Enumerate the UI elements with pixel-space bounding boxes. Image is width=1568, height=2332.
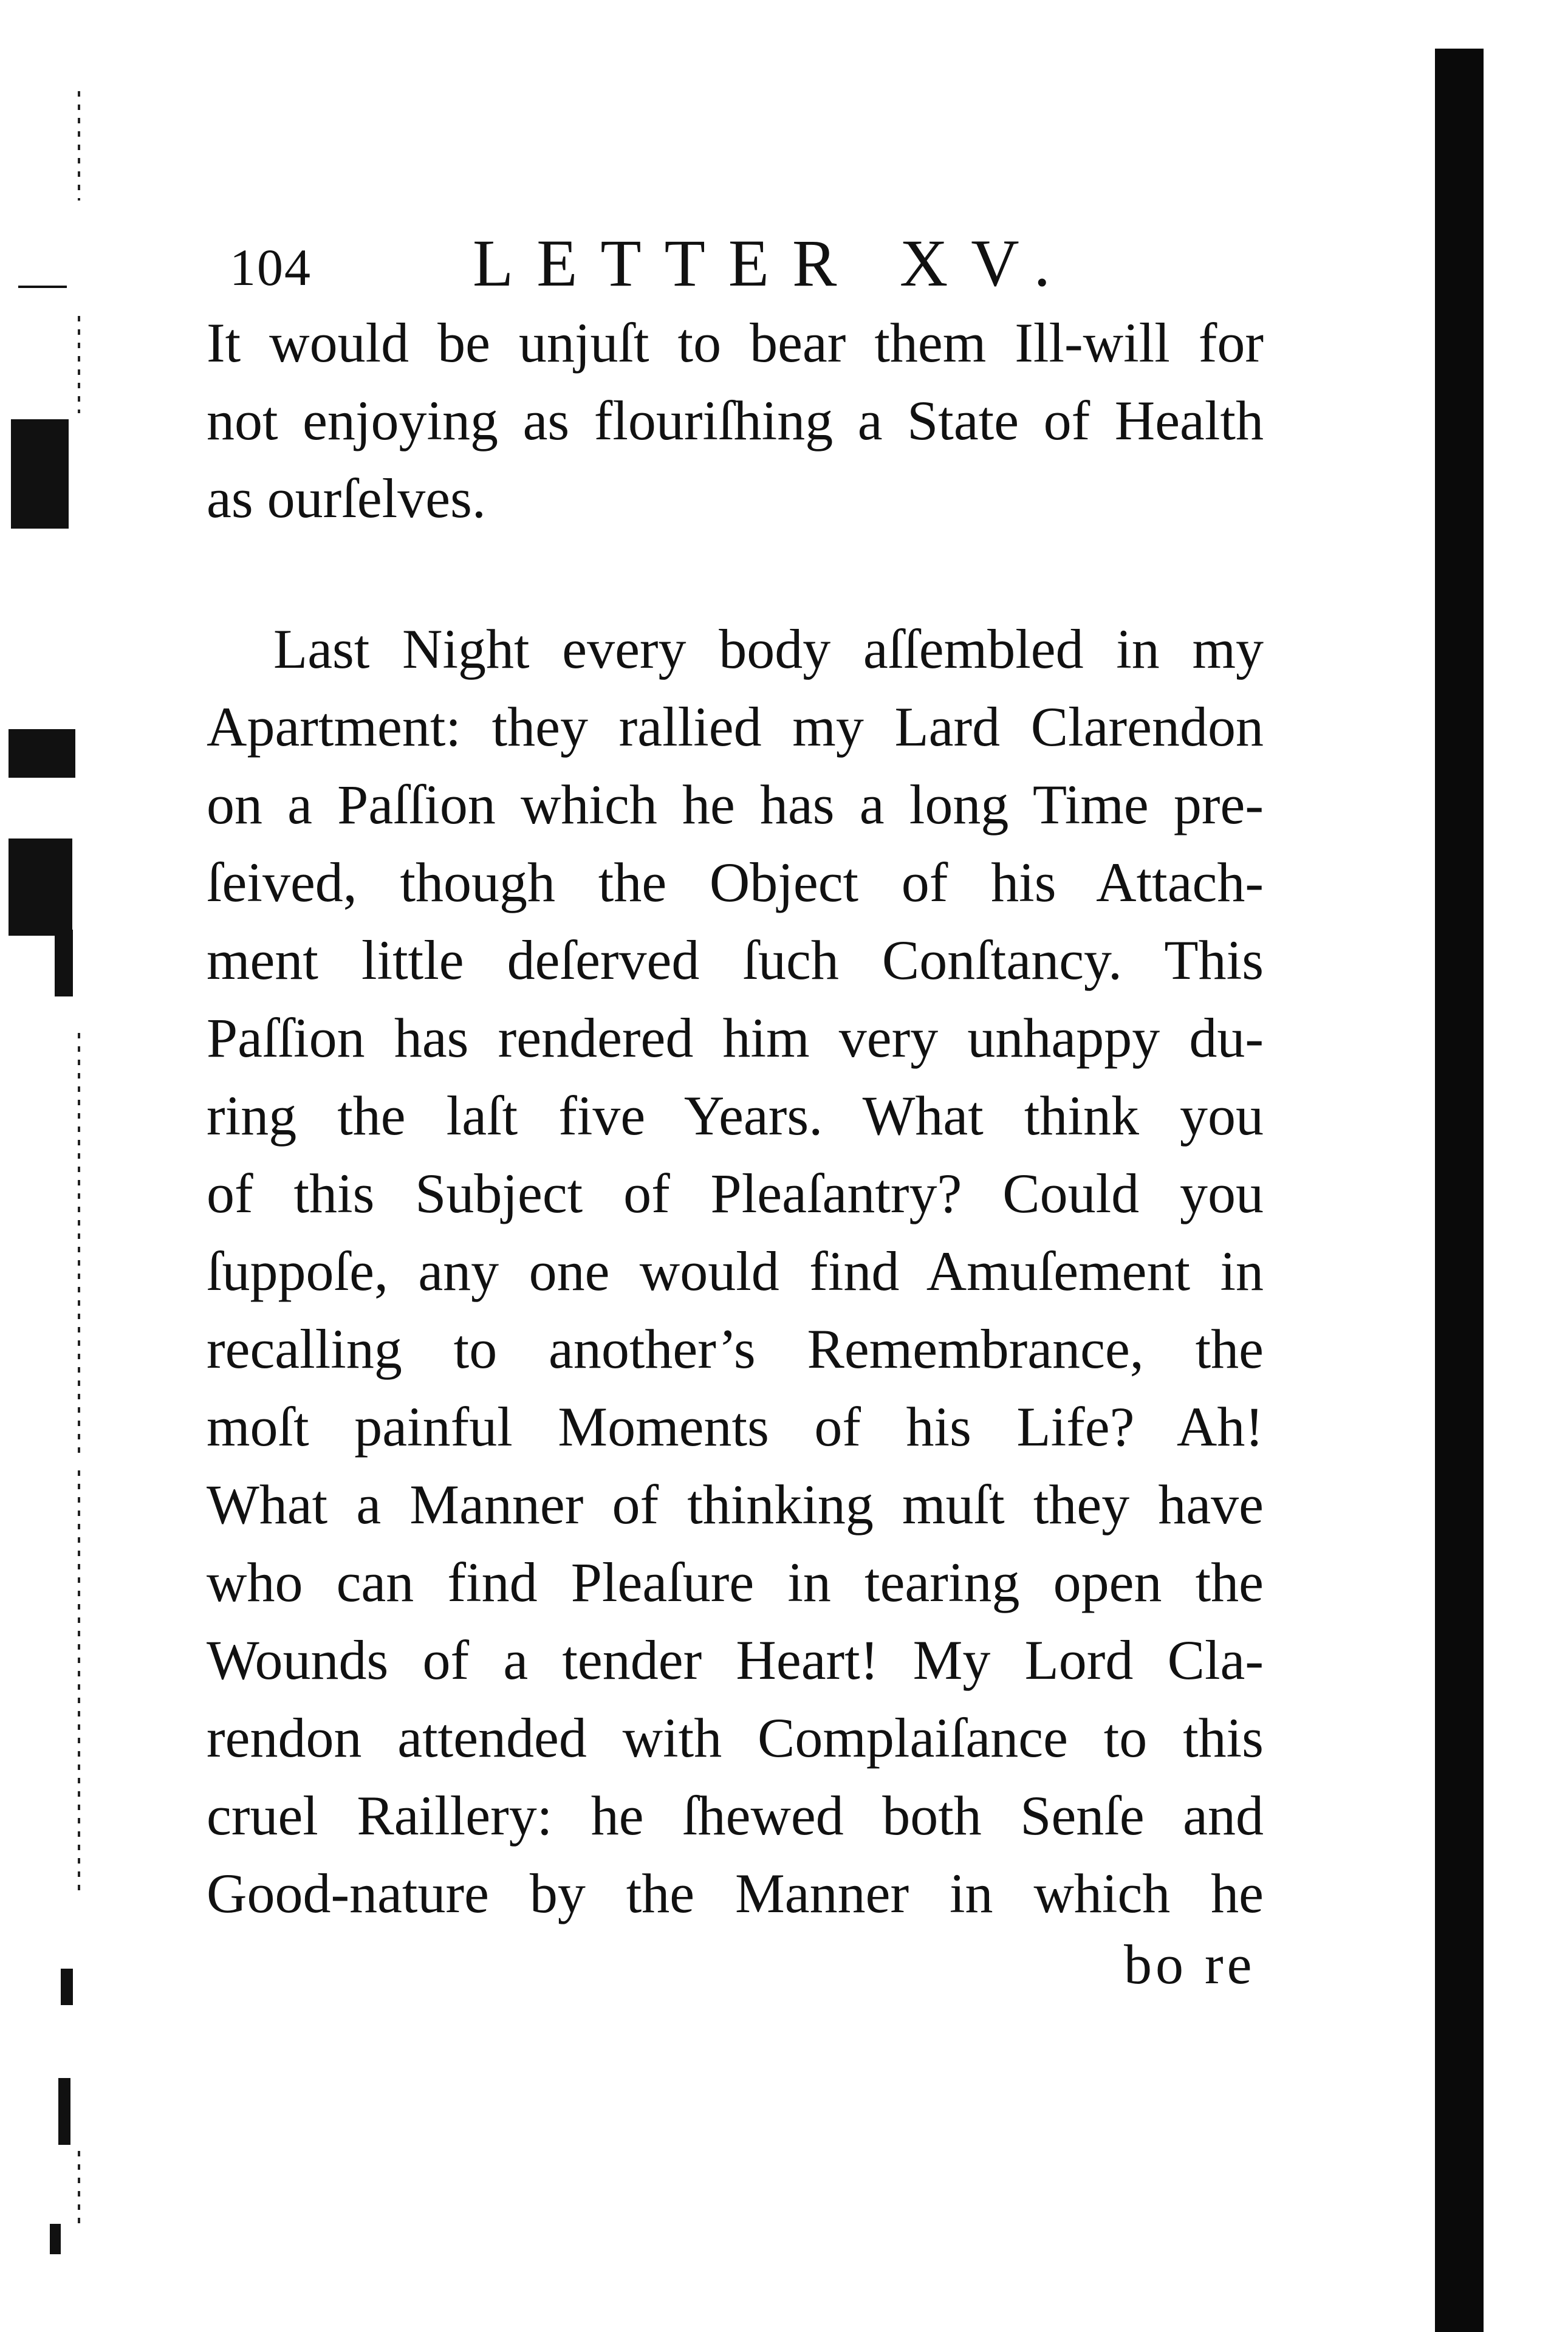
binding-shadow-bar bbox=[1435, 49, 1484, 2332]
left-edge-dotted-line bbox=[78, 91, 80, 201]
text-line: Good-nature by the Manner in which he bbox=[207, 1862, 1264, 1924]
text-line: rendon attended with Complaiſance to this bbox=[207, 1707, 1264, 1769]
text-line: cruel Raillery: he ſhewed both Senſe and bbox=[207, 1785, 1264, 1847]
left-edge-dash bbox=[18, 286, 67, 288]
running-head bbox=[230, 213, 1080, 304]
text-line: on a Paſſion which he has a long Time pre- bbox=[207, 773, 1264, 835]
text-line: Wounds of a tender Heart! My Lord Cla- bbox=[207, 1629, 1264, 1691]
left-edge-mark bbox=[50, 2224, 61, 2254]
letter-title: LETTER XV. bbox=[473, 226, 1074, 300]
body-text bbox=[207, 304, 1264, 1932]
text-line: ſeived, though the Object of his Attach- bbox=[207, 851, 1264, 913]
text-line: of this Subject of Pleaſantry? Could you bbox=[207, 1162, 1264, 1224]
text-line: It would be unjuſt to bear them Ill-will for bbox=[207, 312, 1264, 374]
left-edge-dotted-line bbox=[78, 316, 80, 413]
left-edge-mark bbox=[61, 1969, 73, 2005]
left-edge-dotted-line bbox=[78, 2151, 80, 2224]
page-number: 104 bbox=[230, 238, 312, 297]
text-line: as ourſelves. bbox=[207, 467, 486, 529]
text-line: ment little deſerved ſuch Conſtancy. This bbox=[207, 929, 1264, 991]
text-line: What a Manner of thinking muſt they have bbox=[207, 1473, 1264, 1535]
left-edge-dotted-line bbox=[78, 1033, 80, 1458]
left-edge-smudge bbox=[9, 838, 72, 936]
text-line: ring the laſt five Years. What think you bbox=[207, 1085, 1264, 1147]
text-line: Apartment: they rallied my Lard Clarendon bbox=[207, 696, 1264, 758]
text-line: moſt painful Moments of his Life? Ah! bbox=[207, 1396, 1264, 1458]
text-line: ſuppoſe, any one would find Amuſement in bbox=[207, 1240, 1264, 1302]
text-line: who can find Pleaſure in tearing open the bbox=[207, 1551, 1264, 1613]
catchword: bo re bbox=[1124, 1933, 1256, 1995]
text-line: Paſſion has rendered him very unhappy du- bbox=[207, 1007, 1264, 1069]
paragraph-gap bbox=[207, 537, 1264, 610]
text-line: Last Night every body aſſembled in my bbox=[273, 618, 1264, 680]
left-edge-smudge bbox=[55, 930, 73, 996]
left-edge-mark bbox=[58, 2078, 70, 2145]
text-line: recalling to another’s Remembrance, the bbox=[207, 1318, 1264, 1380]
text-line: not enjoying as flouriſhing a State of Health bbox=[207, 389, 1264, 451]
left-edge-dotted-line bbox=[78, 1470, 80, 1896]
left-edge-smudge bbox=[11, 419, 69, 529]
left-edge-smudge bbox=[9, 729, 75, 778]
